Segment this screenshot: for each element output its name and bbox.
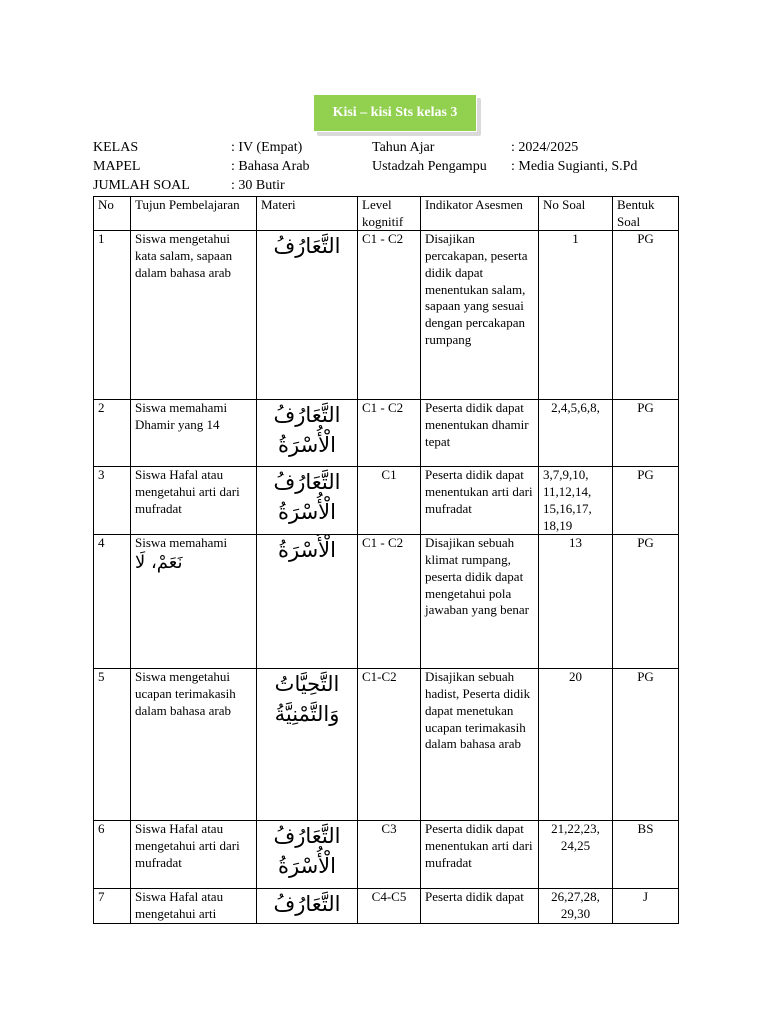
table-row [94, 535, 679, 669]
cell-no: 6 [94, 821, 131, 889]
kelas-value: : IV (Empat) [231, 140, 303, 155]
cell-no-soal: 1 [539, 231, 613, 400]
cell-level: C1 - C2 [358, 535, 421, 669]
materi-arabic: الْأُسْرَةُ [278, 433, 336, 458]
cell-materi [257, 467, 358, 535]
materi-arabic: التَّعَارُفُ [273, 824, 341, 849]
cell-bentuk: PG [613, 400, 679, 467]
cell-materi [257, 231, 358, 400]
tujuan-text: Siswa memahami [135, 535, 228, 551]
tujuan-arabic: نَعَمْ، لَا [135, 552, 183, 574]
cell-bentuk: PG [613, 231, 679, 400]
cell-materi [257, 400, 358, 467]
cell-no: 3 [94, 467, 131, 535]
table-row [94, 821, 679, 889]
title-banner [313, 94, 477, 132]
materi-arabic: التَّعَارُفُ [273, 470, 341, 495]
cell-level: C3 [358, 821, 421, 889]
cell-materi [257, 889, 358, 923]
cell-no-soal: 3,7,9,10, 11,12,14, 15,16,17, 18,19 [539, 467, 613, 535]
cell-bentuk: BS [613, 821, 679, 889]
table-row [94, 669, 679, 821]
cell-materi [257, 669, 358, 821]
cell-materi [257, 821, 358, 889]
mapel-value: : Bahasa Arab [231, 159, 310, 174]
tahun-label: Tahun Ajar [372, 140, 435, 155]
cell-indikator: Disajikan sebuah klimat rumpang, peserta didik dapat mengetahui pola jawaban yang benar [421, 535, 539, 669]
col-header-indikator: Indikator Asesmen [421, 197, 539, 231]
kisi-table [93, 196, 679, 924]
cell-bentuk: PG [613, 535, 679, 669]
ustadzah-value: : Media Sugianti, S.Pd [511, 159, 638, 174]
tahun-value: : 2024/2025 [511, 140, 579, 155]
cell-level: C1-C2 [358, 669, 421, 821]
col-header-bentuk: Bentuk Soal [613, 197, 679, 231]
col-header-level: Level kognitif [358, 197, 421, 231]
cell-no: 5 [94, 669, 131, 821]
col-header-no-soal: No Soal [539, 197, 613, 231]
cell-level: C1 - C2 [358, 231, 421, 400]
cell-tujuan [131, 535, 257, 669]
materi-arabic: الْأُسْرَةُ [278, 500, 336, 525]
cell-indikator: Peserta didik dapat menentukan dhamir tepat [421, 400, 539, 467]
cell-level: C1 - C2 [358, 400, 421, 467]
kelas-label: KELAS [93, 140, 139, 155]
cell-no-soal: 20 [539, 669, 613, 821]
col-header-materi: Materi [257, 197, 358, 231]
ustadzah-label: Ustadzah Pengampu [372, 159, 487, 174]
cell-no: 4 [94, 535, 131, 669]
cell-tujuan: Siswa Hafal atau mengetahui arti [131, 889, 257, 923]
document-title: Kisi – kisi Sts kelas 3 [313, 94, 477, 132]
cell-level: C1 [358, 467, 421, 535]
cell-no-soal: 26,27,28, 29,30 [539, 889, 613, 923]
cell-tujuan: Siswa mengetahui kata salam, sapaan dalam bahasa arab [131, 231, 257, 400]
cell-indikator: Disajikan sebuah hadist, Peserta didik dapat menetukan ucapan terimakasih dalam bahasa arab [421, 669, 539, 821]
materi-arabic: الْأُسْرَةُ [278, 854, 336, 879]
cell-tujuan: Siswa Hafal atau mengetahui arti dari mufradat [131, 467, 257, 535]
cell-bentuk: J [613, 889, 679, 923]
cell-materi [257, 535, 358, 669]
cell-no: 1 [94, 231, 131, 400]
table-row [94, 400, 679, 467]
materi-arabic: وَالتَّمْنِيَّةُ [274, 702, 340, 727]
cell-no-soal: 13 [539, 535, 613, 669]
jumlah-label: JUMLAH SOAL [93, 178, 190, 193]
cell-tujuan: Siswa Hafal atau mengetahui arti dari mufradat [131, 821, 257, 889]
table-row [94, 467, 679, 535]
cell-indikator: Peserta didik dapat [421, 889, 539, 923]
col-header-tujuan: Tujun Pembelajaran [131, 197, 257, 231]
cell-tujuan: Siswa mengetahui ucapan terimakasih dalam bahasa arab [131, 669, 257, 821]
materi-arabic: التَّعَارُفُ [273, 892, 341, 917]
cell-no: 2 [94, 400, 131, 467]
cell-indikator: Disajikan percakapan, peserta didik dapat menentukan salam, sapaan yang sesuai dengan percakapan rumpang [421, 231, 539, 400]
col-header-no: No [94, 197, 131, 231]
materi-arabic: التَّحِيَّاتُ [274, 672, 340, 697]
table-row [94, 889, 679, 923]
materi-arabic: الْأُسْرَةُ [278, 538, 336, 563]
table-row [94, 231, 679, 400]
materi-arabic: التَّعَارُفُ [273, 234, 341, 259]
cell-bentuk: PG [613, 467, 679, 535]
table-header-row [94, 197, 679, 231]
cell-no-soal: 2,4,5,6,8, [539, 400, 613, 467]
jumlah-value: : 30 Butir [231, 178, 285, 193]
cell-indikator: Peserta didik dapat menentukan arti dari mufradat [421, 821, 539, 889]
materi-arabic: التَّعَارُفُ [273, 403, 341, 428]
mapel-label: MAPEL [93, 159, 141, 174]
cell-level: C4-C5 [358, 889, 421, 923]
cell-bentuk: PG [613, 669, 679, 821]
cell-no: 7 [94, 889, 131, 923]
cell-indikator: Peserta didik dapat menentukan arti dari mufradat [421, 467, 539, 535]
cell-tujuan: Siswa memahami Dhamir yang 14 [131, 400, 257, 467]
cell-no-soal: 21,22,23, 24,25 [539, 821, 613, 889]
